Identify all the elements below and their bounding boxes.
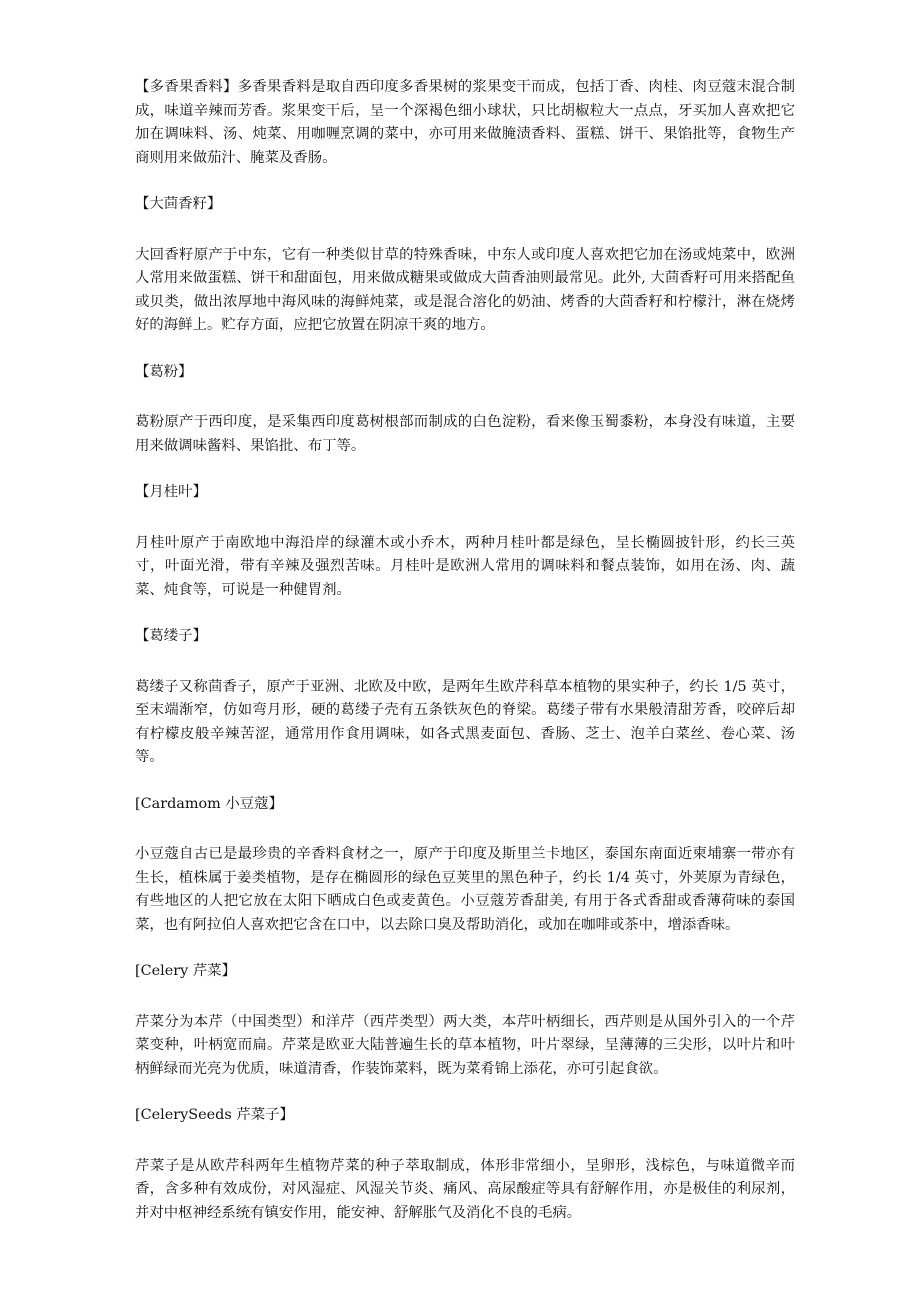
section-body-celery-seeds: 芹菜子是从欧芹科两年生植物芹菜的种子萃取制成，体形非常细小，呈卵形，浅棕色，与味道微辛而香，含多种有效成份，对风湿症、风湿关节炎、痛风、高尿酸症等具有舒解作用，亦是极佳的利尿剂，并对中枢神经系统有镇安作用，能安神、舒解胀气及消化不良的毛病。 (135, 1157, 795, 1221)
section-body-cardamom: 小豆蔻自古已是最珍贵的辛香料食材之一，原产于印度及斯里兰卡地区，泰国东南面近柬埔寨一带亦有生长，植株属于姜类植物，是存在椭圆形的绿色豆荚里的黑色种子，约长 1/4 英寸，外荚原为青绿色，有些地区的人把它放在太阳下晒成白色或麦黄色。小豆蔻芳香甜美, 有用于各式香甜或香薄荷味的泰国菜，也有阿拉伯人喜欢把它含在口中，以去除口臭及帮助消化，或加在咖啡或茶中，增添香味。 (135, 846, 795, 933)
section-heading-bay-leaf: 【月桂叶】 (135, 484, 207, 500)
spacer (135, 1128, 795, 1155)
spacer (135, 170, 795, 193)
section-heading-cardamom: [Cardamom 小豆蔻】 (135, 795, 283, 812)
spacer (135, 770, 795, 793)
section-body-bay-leaf: 月桂叶原产于南欧地中海沿岸的绿灌木或小乔木，两种月桂叶都是绿色，呈长椭圆披针形，约长三英寸，叶面光滑，带有辛辣及强烈苦味。月桂叶是欧洲人常用的调味料和餐点装饰，如用在汤、肉、蔬菜、炖食等，可说是一种健胃剂。 (135, 534, 795, 598)
section-heading-celery: [Celery 芹菜】 (135, 963, 237, 979)
spacer (135, 602, 795, 625)
section-body-celery: 芹菜分为本芹（中国类型）和洋芹（西芹类型）两大类，本芹叶柄细长，西芹则是从国外引入的一个芹菜变种，叶柄宽而扁。芹菜是欧亚大陆普遍生长的草本植物，叶片翠绿，呈薄薄的三尖形，以叶片和叶柄鲜绿而光亮为优质，味道清香，作装饰菜料，既为菜肴锦上添花，亦可引起食欲。 (135, 1013, 795, 1077)
section-heading-anise-seed: 【大茴香籽】 (135, 196, 222, 212)
section-body-arrowroot: 葛粉原产于西印度，是采集西印度葛树根部而制成的白色淀粉，看来像玉蜀黍粉，本身没有味道，主要用来做调味酱料、果馅批、布丁等。 (135, 414, 795, 454)
spacer (135, 649, 795, 676)
spacer (135, 937, 795, 960)
spacer (135, 338, 795, 361)
spacer (135, 816, 795, 843)
section-body-anise-seed: 大回香籽原产于中东，它有一种类似甘草的特殊香味，中东人或印度人喜欢把它加在汤或炖菜中，欧洲人常用来做蛋糕、饼干和甜面包，用来做成糖果或做成大茴香油则最常见。此外, 大茴香籽可用来搭配鱼或贝类，做出浓厚地中海风味的海鲜炖菜，或是混合溶化的奶油、烤香的大茴香籽和柠檬汁，淋在烧烤好的海鲜上。贮存方面，应把它放置在阴凉干爽的地方。 (135, 246, 795, 333)
spacer (135, 384, 795, 411)
section-heading-celery-seeds: [CelerySeeds 芹菜子】 (135, 1107, 294, 1123)
section-body-caraway: 葛缕子又称茴香子，原产于亚洲、北欧及中欧，是两年生欧芹科草本植物的果实种子，约长 1/5 英寸，至末端渐窄，仿如弯月形，硬的葛缕子壳有五条铁灰色的脊梁。葛缕子带有水果般清甜芳香，咬碎后却有柠檬皮般辛辣苦涩，通常用作食用调味，如各式黑麦面包、香肠、芝士、泡羊白菜丝、卷心菜、汤等。 (135, 678, 795, 765)
spacer (135, 217, 795, 244)
spacer (135, 458, 795, 481)
section-heading-arrowroot: 【葛粉】 (135, 363, 193, 380)
spacer (135, 984, 795, 1011)
spacer (135, 1081, 795, 1104)
document-page (135, 76, 795, 1225)
allspice-paragraph: 【多香果香料】多香果香料是取自西印度多香果树的浆果变干而成，包括丁香、肉桂、肉豆蔻末混合制成，味道辛辣而芳香。浆果变干后，呈一个深褐色细小球状，只比胡椒粒大一点点，牙买加人喜欢把它加在调味料、汤、炖菜、用咖喱烹调的菜中，亦可用来做腌渍香料、蛋糕、饼干、果馅批等，食物生产商则用来做茄汁、腌菜及香肠。 (135, 79, 795, 166)
spacer (135, 505, 795, 532)
section-heading-caraway: 【葛缕子】 (135, 628, 207, 644)
